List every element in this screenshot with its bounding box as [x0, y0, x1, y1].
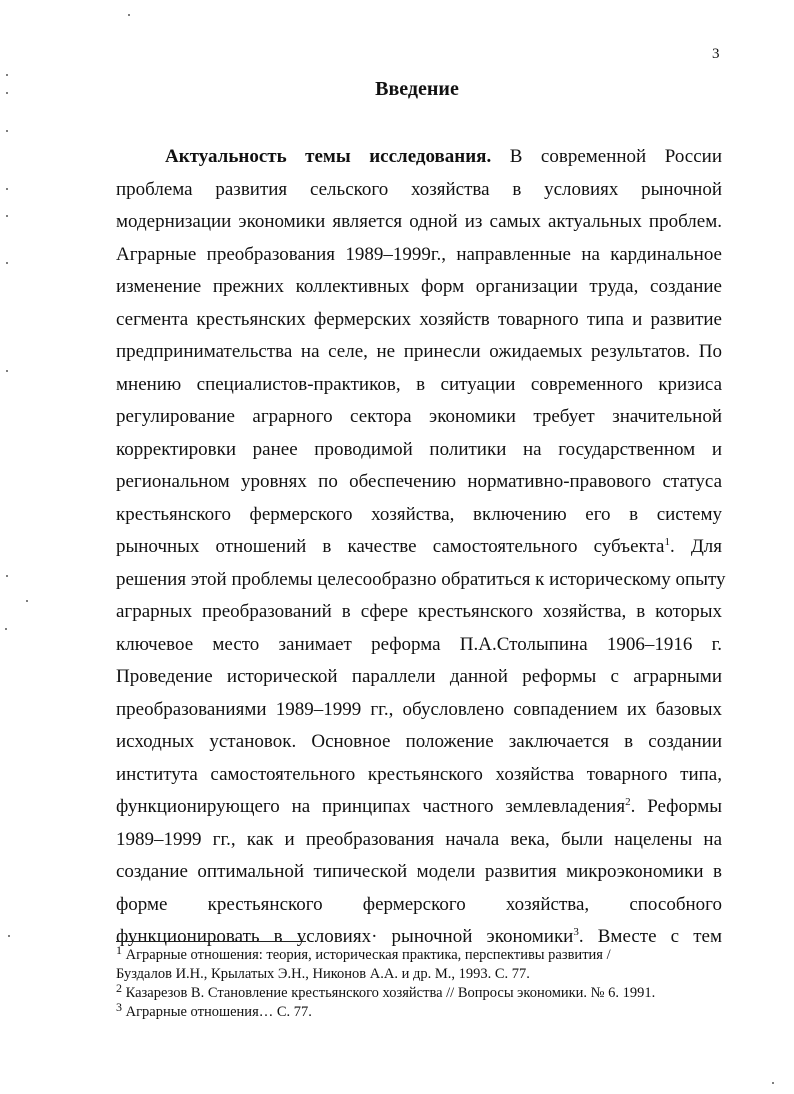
- paragraph-line: форме крестьянского фермерского хозяйства, способного: [116, 893, 722, 915]
- footnote-ref-2: 2: [625, 796, 631, 808]
- scan-speck: [6, 74, 8, 76]
- footnote-separator: [116, 941, 306, 942]
- paragraph-line: крестьянского фермерского хозяйства, включению его в систему: [116, 503, 722, 525]
- page-number: 3: [712, 46, 720, 62]
- paragraph-line: решения этой проблемы целесообразно обратиться к историческому опыту: [116, 568, 726, 590]
- paragraph-line: модернизации экономики является одной из самых актуальных проблем.: [116, 211, 722, 232]
- paragraph-line: Актуальность темы исследования. В современной России: [165, 146, 722, 167]
- heading-run: Актуальность темы исследования.: [165, 146, 492, 167]
- paragraph-line: мнению специалистов-практиков, в ситуации современного кризиса: [116, 373, 722, 395]
- footnote-mark: 2: [116, 981, 122, 995]
- footnote-mark: 3: [116, 1000, 122, 1014]
- paragraph-line: аграрных преобразований в сфере крестьянского хозяйства, в которых: [116, 601, 722, 622]
- paragraph-line: Проведение исторической параллели данной реформы с аграрными: [116, 666, 722, 687]
- scan-speck: [6, 188, 8, 190]
- scan-speck: [6, 370, 8, 372]
- scan-speck: [6, 92, 8, 94]
- paragraph-line: предпринимательства на селе, не принесли ожидаемых результатов. По: [116, 341, 722, 362]
- paragraph-line: региональном уровнях по обеспечению нормативно-правового статуса: [116, 471, 722, 492]
- scan-speck: [5, 628, 7, 630]
- footnote-1-continued: Буздалов И.Н., Крылатых Э.Н., Никонов А.А. и др. М., 1993. С. 77.: [116, 966, 530, 982]
- footnote-2: $^2$ Казарезов В. Становление крестьянского хозяйства // Вопросы экономики. № 6. 1991.: [116, 981, 656, 1001]
- footnote-mark: 1: [116, 943, 122, 957]
- scan-speck: [6, 215, 8, 217]
- body-text: [116, 141, 726, 954]
- paragraph-line: исходных установок. Основное положение заключается в создании: [116, 731, 722, 752]
- scan-speck: [772, 1082, 774, 1084]
- paragraph-line: рыночных отношений в качестве самостоятельного субъекта$^1$. Для: [116, 536, 722, 557]
- paragraph-line: корректировки ранее проводимой политики на государственном и: [116, 438, 722, 460]
- footnote-ref-3: 3: [573, 926, 579, 938]
- footnote-ref-1: 1: [664, 536, 670, 548]
- scan-speck: [6, 130, 8, 132]
- scan-speck: [128, 14, 130, 16]
- footnote-1: $^1$ Аграрные отношения: теория, историческая практика, перспективы развития /: [116, 943, 611, 963]
- section-title: Введение: [375, 78, 459, 100]
- footnote-3: $^3$ Аграрные отношения… С. 77.: [116, 1000, 312, 1020]
- paragraph-line: 1989–1999 гг., как и преобразования начала века, были нацелены на: [116, 828, 722, 850]
- scan-speck: [26, 600, 28, 602]
- paragraph-line: изменение прежних коллективных форм организации труда, создание: [116, 276, 722, 297]
- scan-speck: [6, 262, 8, 264]
- paragraph-line: регулирование аграрного сектора экономики требует значительной: [116, 406, 722, 427]
- footnotes: [116, 943, 726, 1022]
- paragraph-line: функционирующего на принципах частного землевладения$^2$. Реформы: [116, 796, 722, 817]
- paragraph-line: создание оптимальной типической модели развития микроэкономики в: [116, 861, 722, 882]
- paragraph-line: института самостоятельного крестьянского хозяйства товарного типа,: [116, 763, 722, 785]
- paragraph-line: ключевое место занимает реформа П.А.Столыпина 1906–1916 г.: [116, 633, 722, 655]
- scan-speck: [6, 575, 8, 577]
- paragraph-line: преобразованиями 1989–1999 гг., обусловлено совпадением их базовых: [116, 698, 722, 720]
- paragraph-line: функционировать в условиях· рыночной экономики$^3$. Вместе с тем: [116, 926, 723, 947]
- scan-speck: [8, 935, 10, 937]
- paragraph-line: проблема развития сельского хозяйства в условиях рыночной: [116, 178, 722, 200]
- paragraph-line: сегмента крестьянских фермерских хозяйств товарного типа и развитие: [116, 308, 722, 330]
- paragraph-line: Аграрные преобразования 1989–1999г., направленные на кардинальное: [116, 243, 722, 265]
